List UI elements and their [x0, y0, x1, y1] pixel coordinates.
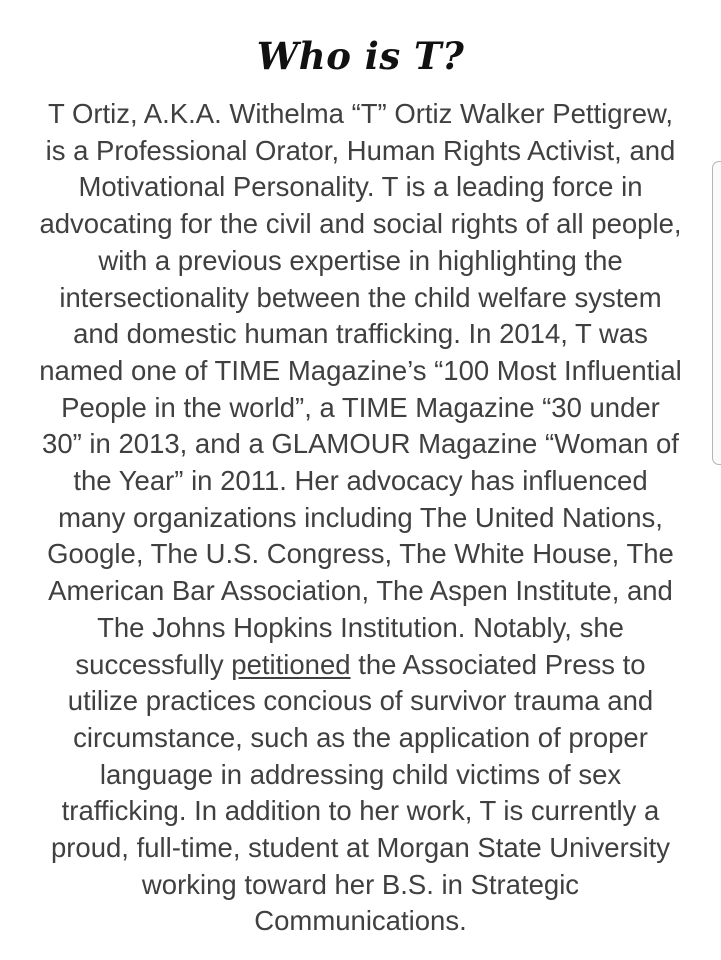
bio-line: language in addressing child victims of sex	[99, 758, 622, 790]
bio-line: trafficking. In addition to her work, T is currently a	[61, 795, 660, 827]
bio-line: American Bar Association, The Aspen Institute, and	[48, 575, 673, 607]
bio-line: with a previous expertise in highlighting the	[98, 244, 623, 276]
bio-line: the Year” in 2011. Her advocacy has influenced	[73, 465, 648, 497]
bio-line: Google, The U.S. Congress, The White House, The	[47, 538, 674, 570]
bio-line: intersectionality between the child welfare system	[59, 281, 662, 313]
bio-line: many organizations including The United Nations,	[58, 501, 663, 533]
bio-text: the Associated Press to	[350, 648, 646, 680]
bio-line: Communications.	[254, 905, 467, 937]
bio-paragraph	[6, 96, 715, 940]
bio-line: advocating for the civil and social rights of all people,	[39, 208, 682, 240]
bio-line: People in the world”, a TIME Magazine “30 under	[61, 391, 660, 423]
bio-line	[6, 647, 715, 684]
bio-text: successfully	[75, 648, 232, 680]
petitioned-link[interactable]: petitioned	[231, 648, 351, 680]
bio-line: proud, full-time, student at Morgan State University	[50, 832, 671, 864]
scrollbar[interactable]	[712, 161, 721, 465]
bio-line: working toward her B.S. in Strategic	[141, 868, 580, 900]
bio-line: circumstance, such as the application of proper	[73, 721, 648, 753]
bio-line: Motivational Personality. T is a leading force in	[78, 171, 643, 203]
bio-line: is a Professional Orator, Human Rights Activist, and	[45, 134, 676, 166]
page-title: Who is T?	[256, 33, 465, 78]
bio-line: named one of TIME Magazine’s “100 Most Influential	[39, 354, 682, 386]
bio-line: T Ortiz, A.K.A. Withelma “T” Ortiz Walker Pettigrew,	[48, 98, 673, 129]
bio-line: utilize practices concious of survivor trauma and	[67, 685, 654, 717]
bio-line: and domestic human trafficking. In 2014, T was	[73, 318, 648, 350]
bio-line: 30” in 2013, and a GLAMOUR Magazine “Woman of	[42, 428, 679, 460]
bio-line: The Johns Hopkins Institution. Notably, she	[97, 611, 624, 643]
